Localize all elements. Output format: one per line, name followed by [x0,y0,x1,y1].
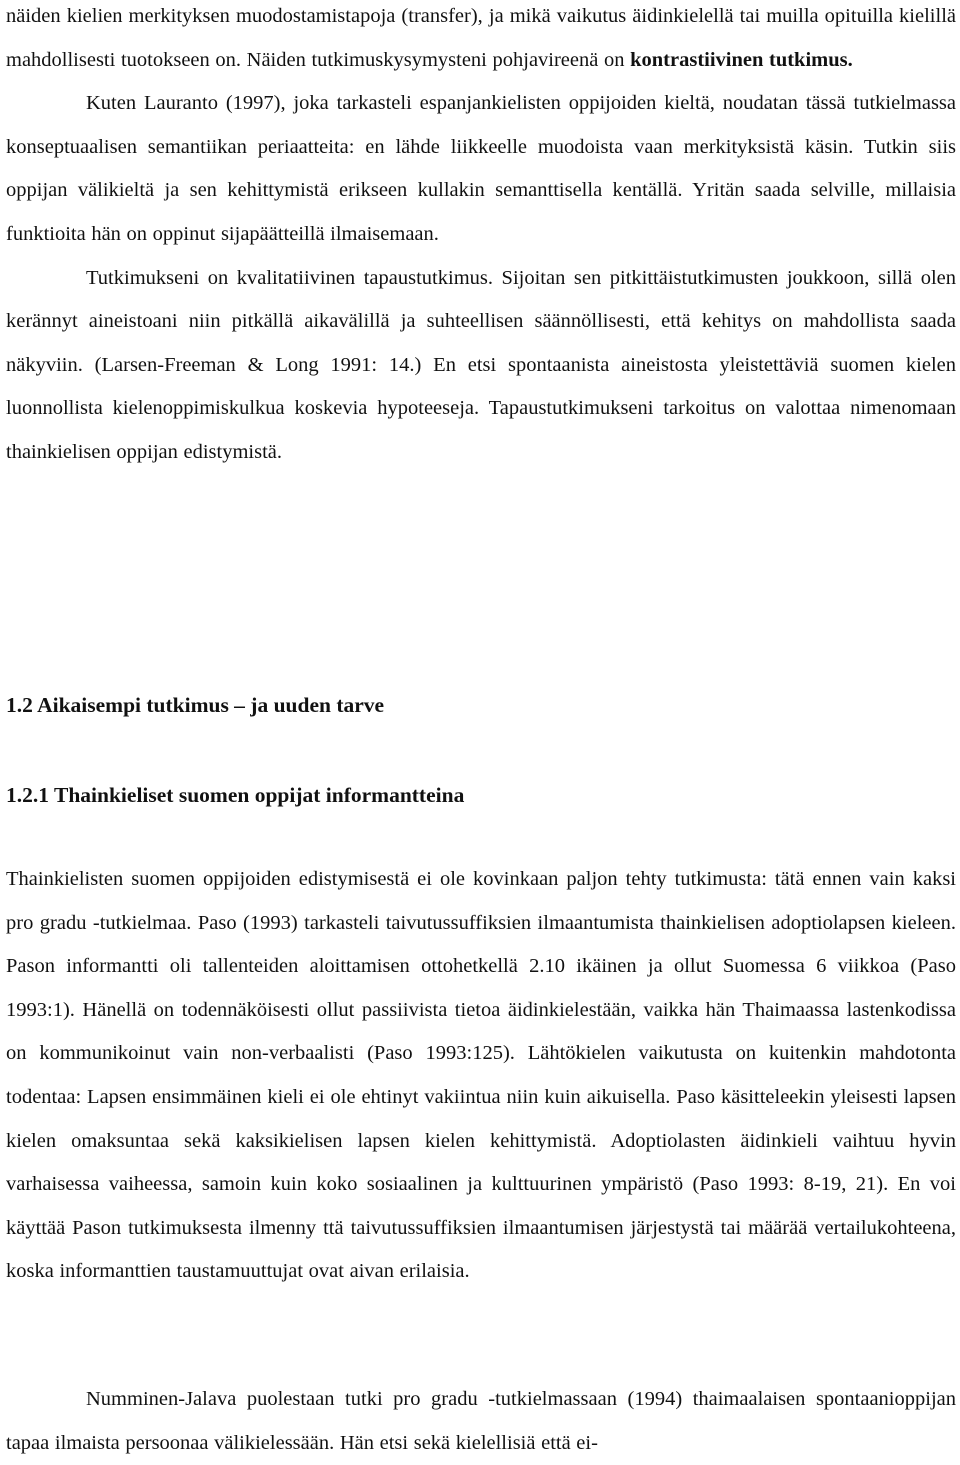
subsection-heading: 1.2.1 Thainkieliset suomen oppijat informantteina [6,783,465,807]
text-block-top [6,0,956,475]
bold-term: kontrastiivinen tutkimus [630,48,848,71]
paragraph-text: näiden kielien merkityksen muodostamistapoja (transfer), ja mikä vaikutus äidinkielellä tai muilla opituilla kielillä mahdollisesti tuotokseen on. Näiden tutkimuskysymysteni pohjavireenä on [6,5,956,71]
paragraph-numminen: Numminen-Jalava puolestaan tutki pro gradu -tutkielmassaan (1994) thaimaalaisen spontaanioppijan tapaa ilmaista persoonaa välikielessään. Hän etsi sekä kielellisiä että ei- [6,1388,956,1454]
paragraph-thai-learners: Thainkielisten suomen oppijoiden edistymisestä ei ole kovinkaan paljon tehty tutkimusta: tätä ennen vain kaksi pro gradu -tutkielmaa. Paso (1993) tarkasteli taivutussuffiksien ilmaantumista thainkielisen adoptiolapsen kieleen. Pason informantti oli tallenteiden aloittamisen ottohetkellä 2.10 ikäinen ja ollut Suomessa 6 viikkoa (Paso 1993:1). Hänellä on todennäköisesti ollut passiivista tietoa äidinkielestään, vaikka hän Thaimaassa lastenkodissa on kommunikoinut vain non-verbaalisti (Paso 1993:125). Lähtökielen vaikutusta on kuitenkin mahdotonta todentaa: Lapsen ensimmäinen kieli ei ole ehtinyt vakiintua niin kuin aikuisella. Paso käsitteleekin yleisesti lapsen kielen omaksuntaa sekä kaksikielisen lapsen kielen kehittymistä. Adoptiolasten äidinkieli vaihtuu hyvin varhaisessa vaiheessa, samoin kuin koko sosiaalinen ja kulttuurinen ympäristö (Paso 1993: 8-19, 21). En voi käyttää Pason tutkimuksesta ilmenny ttä taivutussuffiksien ilmaantumisen järjestystä tai määrää vertailukohteena, koska informanttien taustamuuttujat ovat aivan erilaisia. [6,868,956,1283]
paragraph-case-study: Tutkimukseni on kvalitatiivinen tapaustutkimus. Sijoitan sen pitkittäistutkimusten joukkoon, sillä olen kerännyt aineistoani niin pitkällä aikavälillä ja suhteellisen säännöllisesti, että kehitys on mahdollista saada näkyviin. (Larsen-Freeman & Long 1991: 14.) En etsi spontaanista aineistosta yleistettäviä suomen kielen luonnollista kielenoppimiskulkua koskevia hypoteeseja. Tapaustutkimukseni tarkoitus on valottaa nimenomaan thainkielisen oppijan edistymistä. [6,266,956,463]
paragraph-lauranto: Kuten Lauranto (1997), joka tarkasteli espanjankielisten oppijoiden kieltä, noudatan tässä tutkielmassa konseptuaalisen semantiikan periaatteita: en lähde liikkeelle muodoista vaan merkityksistä käsin. Tutkin siis oppijan välikieltä ja sen kehittymistä erikseen kullakin semanttisella kentällä. Yritän saada selville, millaisia funktioita hän on oppinut sijapäätteillä ilmaisemaan. [6,92,956,245]
bold-period: . [847,48,853,71]
paragraph-research-questions [6,0,956,82]
section-heading: 1.2 Aikaisempi tutkimus – ja uuden tarve [6,693,385,717]
